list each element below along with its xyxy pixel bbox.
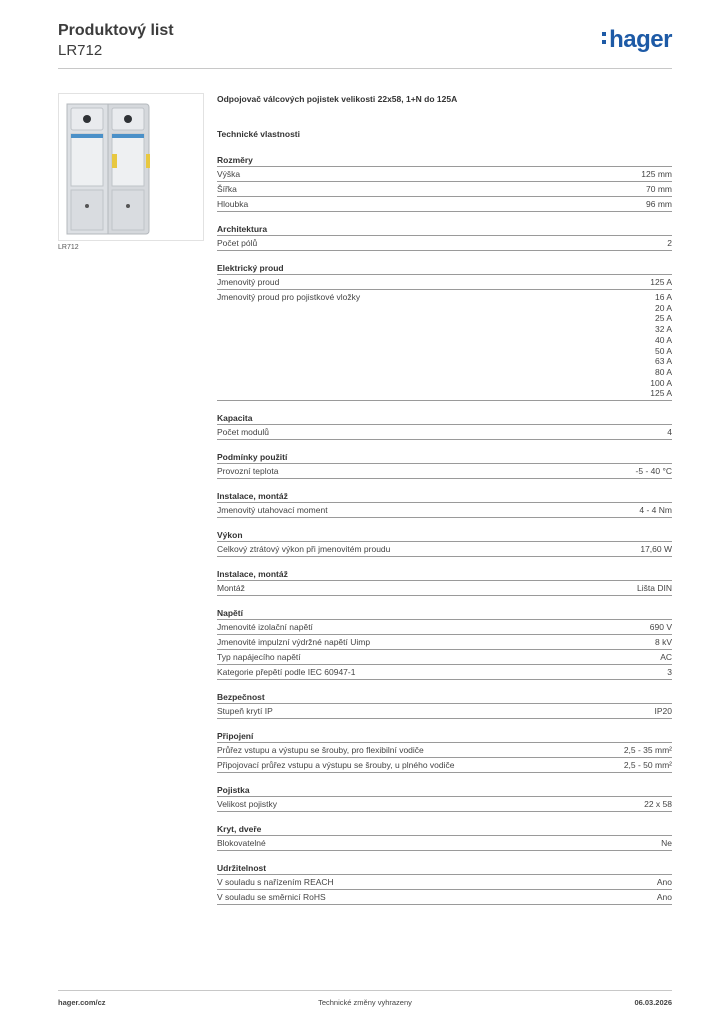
section-title: Rozměry [217, 154, 672, 167]
spec-label: Celkový ztrátový výkon při jmenovitém proudu [217, 544, 391, 555]
page-header [58, 20, 672, 70]
image-caption: LR712 [58, 244, 79, 251]
section-title: Výkon [217, 529, 672, 542]
spec-row [217, 236, 672, 251]
spec-row [217, 620, 672, 635]
spec-section [217, 862, 672, 905]
spec-label: Kategorie přepětí podle IEC 60947-1 [217, 667, 356, 678]
spec-sections [217, 154, 672, 905]
spec-row [217, 836, 672, 851]
document-title: Produktový list [58, 22, 174, 39]
logo-dots-icon [602, 32, 607, 48]
spec-value: 3 [667, 667, 672, 678]
section-title: Připojení [217, 730, 672, 743]
spec-value: 2,5 - 35 mm² [623, 745, 672, 756]
product-image [58, 93, 204, 241]
spec-row [217, 704, 672, 719]
spec-row [217, 665, 672, 680]
spec-value: Lišta DIN [637, 583, 672, 594]
technical-properties-heading: Technické vlastnosti [217, 129, 300, 139]
spec-value: 17,60 W [640, 544, 672, 555]
spec-label: Připojovací průřez vstupu a výstupu se šrouby, u plného vodiče [217, 760, 455, 771]
spec-row [217, 167, 672, 182]
spec-row [217, 182, 672, 197]
footer-website: hager.com/cz [58, 998, 106, 1007]
spec-value: AC [660, 652, 672, 663]
spec-label: Velikost pojistky [217, 799, 277, 810]
spec-label: Jmenovitý utahovací moment [217, 505, 328, 516]
spec-content [217, 94, 672, 905]
section-title: Architektura [217, 223, 672, 236]
spec-value: 22 x 58 [644, 799, 672, 810]
spec-value: 125 mm [641, 169, 672, 179]
footer-date: 06.03.2026 [634, 998, 672, 1007]
spec-value: Ne [661, 838, 672, 849]
spec-row [217, 275, 672, 290]
spec-row [217, 581, 672, 596]
spec-value: IP20 [654, 706, 672, 717]
spec-row [217, 797, 672, 812]
spec-section [217, 607, 672, 680]
section-title: Elektrický proud [217, 262, 672, 275]
spec-label: Jmenovité impulzní výdržné napětí Uimp [217, 637, 371, 648]
spec-value: 690 V [649, 622, 672, 633]
spec-label: Počet pólů [217, 238, 258, 248]
spec-section [217, 451, 672, 479]
product-code: LR712 [58, 42, 103, 59]
spec-value: 4 [667, 427, 672, 438]
spec-section [217, 262, 672, 401]
spec-label: Počet modulů [217, 427, 269, 438]
spec-row [217, 503, 672, 518]
spec-section [217, 730, 672, 773]
spec-value: 16 A 20 A 25 A 32 A 40 A 50 A 63 A 80 A 100 A 125 A [650, 292, 672, 399]
spec-section [217, 223, 672, 251]
spec-value: 70 mm [646, 184, 672, 194]
spec-label: Montáž [217, 583, 245, 594]
spec-section [217, 784, 672, 812]
spec-value: Ano [656, 877, 672, 888]
spec-row [217, 890, 672, 905]
footer-note: Technické změny vyhrazeny [318, 998, 412, 1007]
spec-row [217, 464, 672, 479]
section-title: Instalace, montáž [217, 490, 672, 503]
spec-label: Výška [217, 169, 241, 179]
spec-label: Provozní teplota [217, 466, 279, 477]
hager-logo [602, 26, 672, 54]
spec-label: Blokovatelné [217, 838, 266, 849]
spec-row [217, 542, 672, 557]
spec-row [217, 635, 672, 650]
spec-row [217, 743, 672, 758]
spec-value: 2 [667, 238, 672, 248]
spec-label: V souladu se směrnicí RoHS [217, 892, 326, 903]
spec-value: 96 mm [646, 199, 672, 209]
spec-label: Šířka [217, 184, 237, 194]
spec-label: Hloubka [217, 199, 249, 209]
spec-label: V souladu s nařízením REACH [217, 877, 334, 888]
spec-value: Ano [656, 892, 672, 903]
spec-label: Typ napájecího napětí [217, 652, 301, 663]
footer-divider [58, 990, 672, 991]
section-title: Podmínky použití [217, 451, 672, 464]
spec-label: Průřez vstupu a výstupu se šrouby, pro flexibilní vodiče [217, 745, 424, 756]
header-divider [58, 68, 672, 69]
section-title: Pojistka [217, 784, 672, 797]
spec-section [217, 412, 672, 440]
spec-section [217, 154, 672, 212]
section-title: Udržitelnost [217, 862, 672, 875]
spec-row [217, 197, 672, 212]
spec-value: 2,5 - 50 mm² [623, 760, 672, 771]
spec-row [217, 650, 672, 665]
product-description: Odpojovač válcových pojistek velikosti 22x58, 1+N do 125A [217, 94, 458, 104]
spec-label: Jmenovité izolační napětí [217, 622, 313, 633]
spec-section [217, 568, 672, 596]
section-title: Instalace, montáž [217, 568, 672, 581]
section-title: Kapacita [217, 412, 672, 425]
spec-value: 4 - 4 Nm [639, 505, 672, 516]
spec-row [217, 875, 672, 890]
spec-section [217, 490, 672, 518]
spec-section [217, 823, 672, 851]
fuse-disconnector-icon [59, 94, 203, 240]
logo-text: hager [609, 26, 672, 53]
spec-section [217, 529, 672, 557]
spec-value: 8 kV [654, 637, 672, 648]
spec-row [217, 758, 672, 773]
spec-label: Stupeň krytí IP [217, 706, 273, 717]
section-title: Napětí [217, 607, 672, 620]
section-title: Kryt, dveře [217, 823, 672, 836]
spec-value: -5 - 40 °C [635, 466, 672, 477]
spec-row [217, 425, 672, 440]
section-title: Bezpečnost [217, 691, 672, 704]
spec-value: 125 A [650, 277, 672, 287]
spec-label: Jmenovitý proud [217, 277, 280, 287]
spec-label: Jmenovitý proud pro pojistkové vložky [217, 292, 361, 302]
spec-section [217, 691, 672, 719]
spec-row [217, 290, 672, 401]
